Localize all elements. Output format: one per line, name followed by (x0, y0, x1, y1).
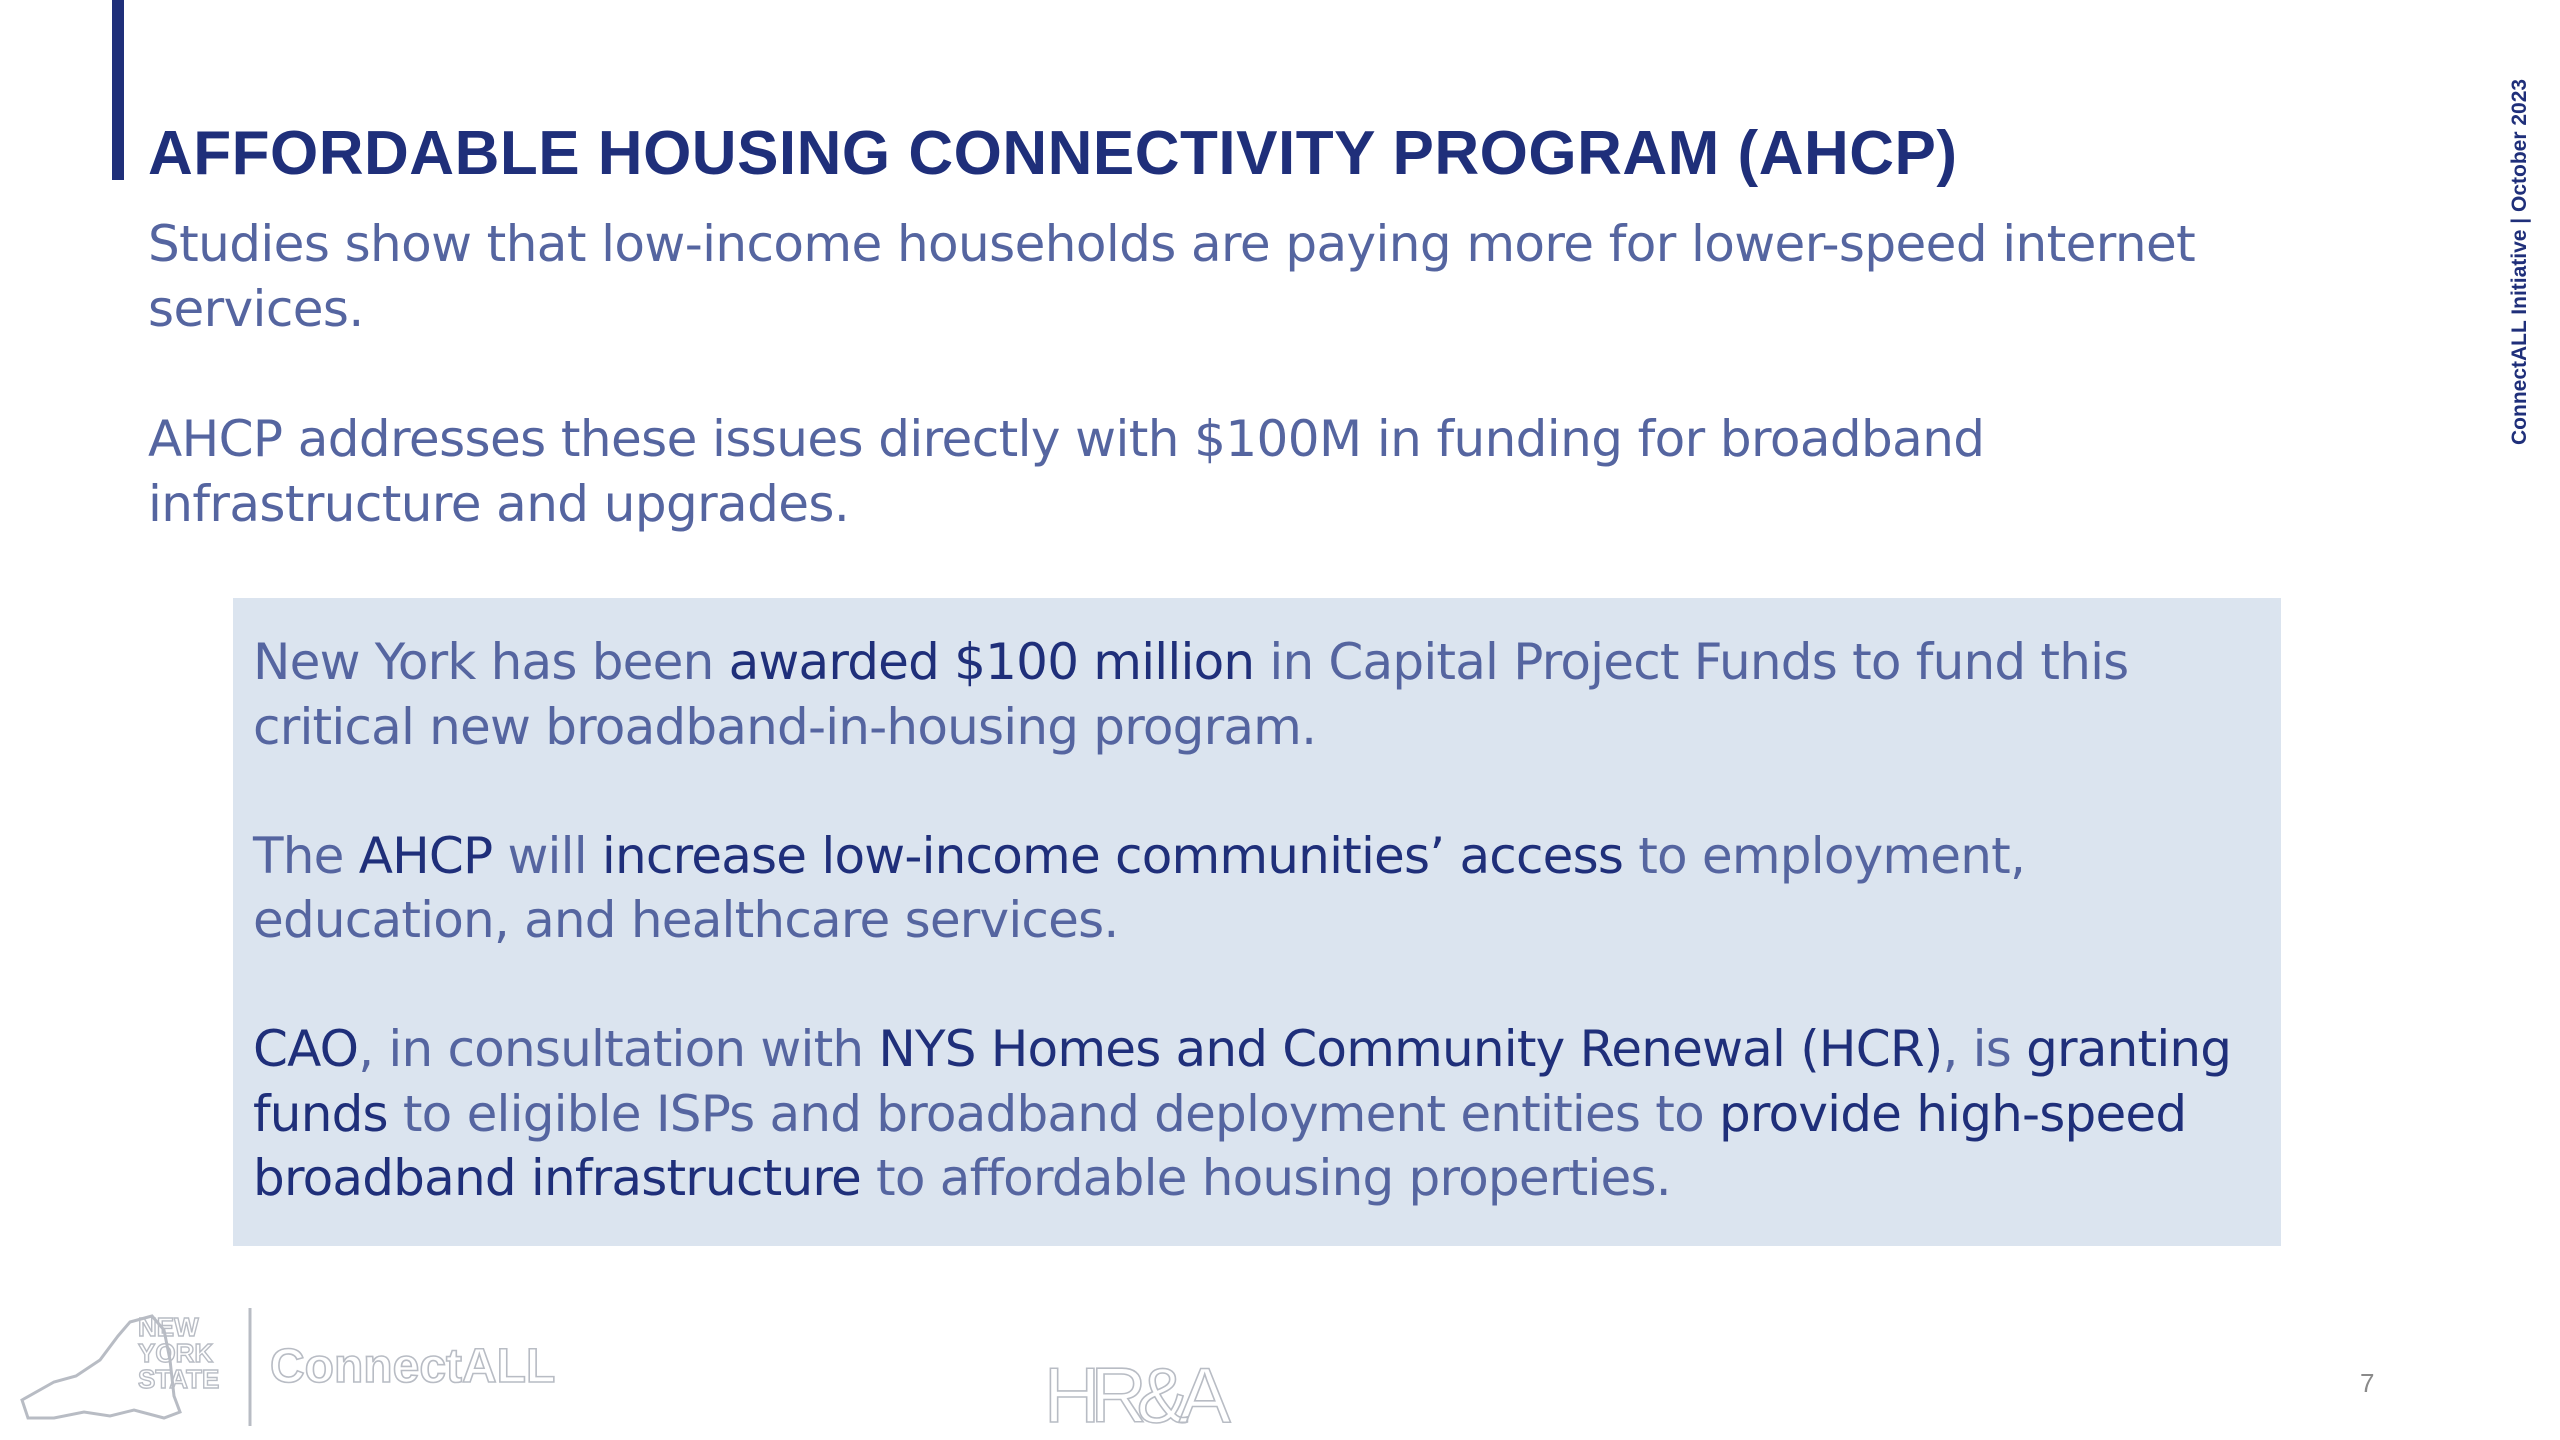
callout-highlight: CAO (253, 1020, 359, 1078)
callout-text: The (253, 826, 359, 885)
callout-text: , in consultation with (358, 1020, 879, 1078)
nys-logo-line-1: NEW (138, 1312, 199, 1342)
callout-paragraph-1 (253, 630, 2261, 759)
hra-logo-text: HR&A (1044, 1351, 1221, 1439)
nys-connectall-logo (14, 1300, 554, 1430)
callout-text: will (492, 826, 602, 885)
callout-highlight: increase low-income communities’ access (601, 826, 1624, 885)
callout-highlight: AHCP (358, 826, 493, 885)
callout-text: , is (1942, 1020, 2027, 1078)
callout-highlight: provide high-speed broadband infrastructure (253, 1084, 2187, 1207)
intro-paragraph-2: AHCP addresses these issues directly with $100M in funding for broadband infrastructure and upgrades. (148, 410, 1985, 533)
callout-text: to affordable housing properties. (860, 1149, 1671, 1207)
callout-highlight: granting funds (253, 1020, 2232, 1143)
intro-text (148, 212, 2228, 537)
callout-text: New York has been (253, 633, 729, 691)
nys-logo-line-3: STATE (138, 1364, 220, 1394)
hra-logo (1040, 1340, 1221, 1440)
callout-paragraph-3 (253, 1017, 2261, 1211)
side-label: ConnectALL Initiative | October 2023 (2508, 78, 2531, 445)
callout-text: in Capital Project Funds to fund this critical new broadband-in-housing program. (253, 633, 2129, 756)
nys-logo-line-2: YORK (138, 1338, 214, 1368)
callout-text: to eligible ISPs and broadband deployment entities to (387, 1084, 1719, 1143)
callout-highlight: awarded $100 million (728, 633, 1255, 691)
callout-box (233, 598, 2281, 1246)
connectall-logo-text: ConnectALL (270, 1340, 556, 1393)
page-number: 7 (2360, 1368, 2375, 1398)
intro-paragraph-1: Studies show that low-income households are paying more for lower-speed internet services. (148, 215, 2196, 338)
title-accent-bar (112, 0, 124, 180)
callout-paragraph-2 (253, 824, 2261, 953)
callout-highlight: NYS Homes and Community Renewal (HCR) (878, 1020, 1943, 1078)
slide-title: AFFORDABLE HOUSING CONNECTIVITY PROGRAM (AHCP) (148, 119, 1958, 188)
callout-text: to employment, education, and healthcare services. (253, 826, 2026, 949)
